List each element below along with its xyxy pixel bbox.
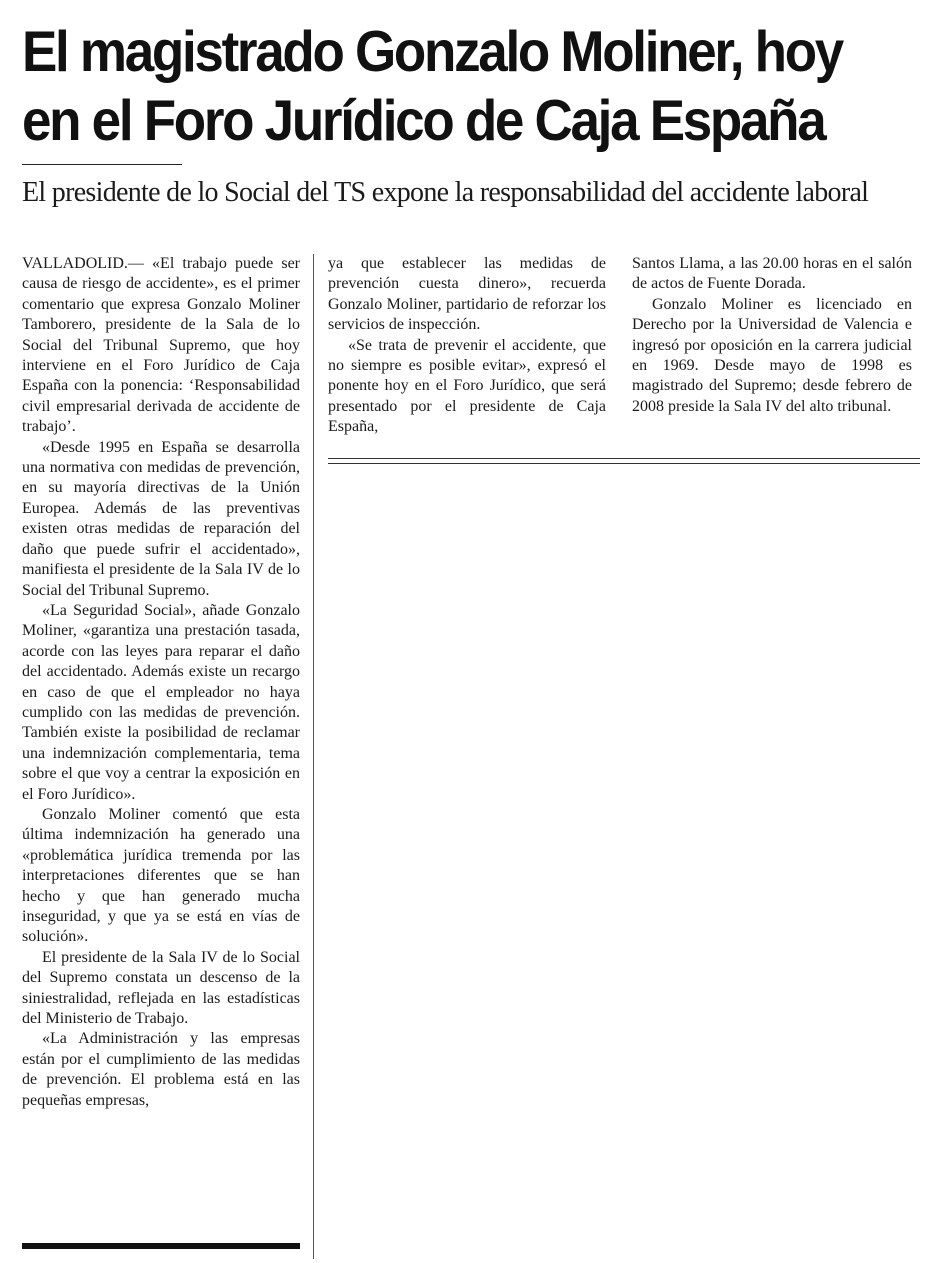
headline-divider	[22, 164, 182, 165]
body-paragraph: «La Administración y las empresas están por el cumplimiento de las medidas de prevención. El problema está en las pequeñas empresas,	[22, 1030, 300, 1109]
body-paragraph: «Se trata de prevenir el accidente, que no siempre es posible evitar», expresó el ponente hoy en el Foro Jurídico, que será presentado por el presidente de Caja España,	[328, 336, 606, 436]
article-end-rule	[328, 463, 920, 464]
body-paragraph: ya que establecer las medidas de prevención cuesta dinero», recuerda Gonzalo Moliner, partidario de reforzar los servicios de inspección.	[328, 255, 606, 334]
headline	[22, 18, 922, 156]
article-column-2	[328, 254, 606, 438]
article-column-3	[632, 254, 912, 417]
body-paragraph: VALLADOLID.— «El trabajo puede ser causa de riesgo de accidente», es el primer comentario que expresa Gonzalo Moliner Tamborero, presidente de la Sala de lo Social del Tribunal Supremo, que hoy interviene en el Foro Jurídico de Caja España con la ponencia: ‘Responsabilidad civil empresarial derivada de accidente de trabajo’.	[22, 255, 300, 436]
headline-line-1: El magistrado Gonzalo Moliner, hoy	[22, 20, 842, 84]
body-paragraph: «Desde 1995 en España se desarrolla una normativa con medidas de prevención, en su mayoría directivas de la Unión Europea. Además de las preventivas existen otras medidas de reparación del daño que puede sufrir el accidentado», manifiesta el presidente de la Sala IV de lo Social del Tribunal Supremo.	[22, 438, 300, 599]
body-paragraph: «La Seguridad Social», añade Gonzalo Moliner, «garantiza una prestación tasada, acorde con las leyes para reparar el daño del accidentado. Además existe un recargo en caso de que el empleador no haya cumplido con las medidas de prevención. También existe la posibilidad de reclamar una indemnización complementaria, tema sobre el que voy a centrar la exposición en el Foro Jurídico».	[22, 601, 300, 803]
article-end-rule	[22, 1243, 300, 1249]
article-column-1	[22, 254, 300, 1111]
subtitle: El presidente de lo Social del TS expone la responsabilidad del accidente laboral	[22, 177, 869, 208]
headline-line-2: en el Foro Jurídico de Caja España	[22, 89, 825, 153]
body-paragraph: Gonzalo Moliner es licenciado en Derecho por la Universidad de Valencia e ingresó por oposición en la carrera judicial en 1969. Desde mayo de 1998 es magistrado del Supremo; desde febrero de 2008 preside la Sala IV del alto tribunal.	[632, 295, 912, 415]
body-paragraph: Santos Llama, a las 20.00 horas en el salón de actos de Fuente Dorada.	[632, 255, 912, 293]
column-divider	[313, 254, 314, 1259]
body-paragraph: Gonzalo Moliner comentó que esta última indemnización ha generado una «problemática jurídica tremenda por las interpretaciones diferentes que se han hecho y que han generado mucha inseguridad, y que ya se está en vías de solución».	[22, 805, 300, 946]
body-paragraph: El presidente de la Sala IV de lo Social del Supremo constata un descenso de la siniestralidad, reflejada en las estadísticas del Ministerio de Trabajo.	[22, 948, 300, 1028]
article-end-rule	[328, 458, 920, 459]
